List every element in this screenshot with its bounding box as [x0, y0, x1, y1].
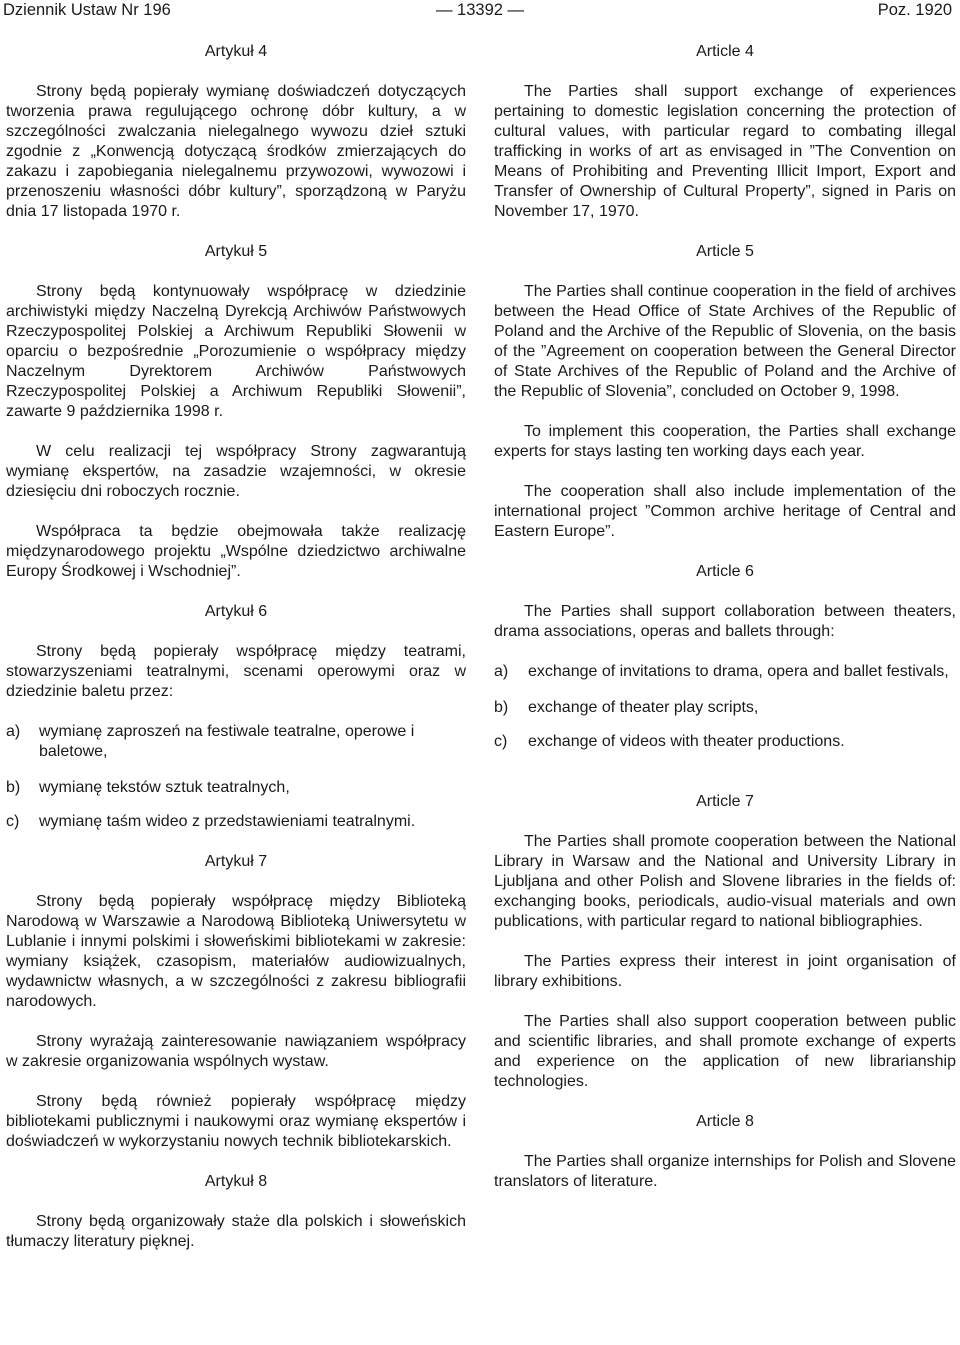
article-4-heading: Artykuł 4 [204, 43, 268, 60]
article-4-paragraph: Strony będą popierały wymianę doświadczeń dotyczących tworzenia prawa regulującego ochronę dóbr kultury, a w szczególności zwalczania nielegalnego wywozu dzieł sztuki zgodnie z „Konwencją dotyczącą środków zmierzających do zakazu i zapobiegania nielegalnemu przywozowi, wywozowi i przenoszeniu własności dóbr kultury”, sporządzoną w Paryżu dnia 17 listopada 1970 r. [6, 83, 466, 220]
article-5-heading: Artykuł 5 [204, 243, 268, 260]
journal-title: Dziennik Ustaw Nr 196 [3, 1, 171, 19]
list-item-c [494, 732, 956, 752]
list-item-text: exchange of theater play scripts, [528, 699, 759, 716]
list-item-text: wymianę zaproszeń na festiwale teatralne, operowe i baletowe, [39, 723, 415, 760]
english-column [494, 42, 956, 1192]
article-6-heading: Artykuł 6 [204, 603, 268, 620]
article-4-heading: Article 4 [696, 43, 754, 60]
article-7-heading: Artykuł 7 [204, 853, 268, 870]
article-6-paragraph: The Parties shall support collaboration between theaters, drama associations, operas and ballets through: [494, 603, 956, 640]
list-item-b [6, 778, 466, 798]
article-7-paragraph-3: Strony będą również popierały współpracę między bibliotekami publicznymi i naukowymi oraz wymianę ekspertów i doświadczeń w wykorzystaniu nowych technik bibliotekarskich. [6, 1093, 466, 1150]
article-8-paragraph: Strony będą organizowały staże dla polskich i słoweńskich tłumaczy literatury pięknej. [6, 1213, 466, 1250]
list-item-text: exchange of videos with theater productions. [528, 733, 845, 750]
list-item-b [494, 698, 956, 718]
list-item-c [6, 812, 466, 832]
article-7-paragraph-3: The Parties shall also support cooperation between public and scientific libraries, and shall promote exchange of experts and experience on the application of new librarianship technologies. [494, 1013, 956, 1090]
list-marker: c) [6, 813, 20, 830]
list-marker: b) [494, 699, 509, 716]
list-item-text: exchange of invitations to drama, opera and ballet festivals, [528, 663, 949, 680]
article-5-paragraph-2: To implement this cooperation, the Parties shall exchange experts for stays lasting ten working days each year. [494, 423, 956, 460]
article-8-paragraph: The Parties shall organize internships for Polish and Slovene translators of literature. [494, 1153, 956, 1190]
list-item-text: wymianę taśm wideo z przedstawieniami teatralnymi. [39, 813, 416, 830]
article-5-paragraph-2: W celu realizacji tej współpracy Strony zagwarantują wymianę ekspertów, na zasadzie wzajemności, w okresie dziesięciu dni roboczych rocznie. [6, 443, 466, 500]
list-item-a [6, 722, 466, 762]
article-5-paragraph-3: Współpraca ta będzie obejmowała także realizację międzynarodowego projektu „Wspólne dziedzictwo archiwalne Europy Środkowej i Wschodniej”. [6, 523, 466, 580]
list-marker: a) [494, 663, 509, 680]
article-7-paragraph-1: The Parties shall promote cooperation between the National Library in Warsaw and the National and University Library in Ljubljana and other Polish and Slovene libraries in the fields of: exchanging books, periodicals, audio-visual materials and own publications, with particular regard to national bibliographies. [494, 833, 956, 930]
article-7-paragraph-2: The Parties express their interest in joint organisation of library exhibitions. [494, 953, 956, 990]
article-8-heading: Artykuł 8 [204, 1173, 268, 1190]
page-number: — 13392 — [435, 1, 525, 19]
list-marker: c) [494, 733, 508, 750]
article-5-paragraph-1: The Parties shall continue cooperation in the field of archives between the Head Office of State Archives of the Republic of Poland and the Archive of the Republic of Slovenia, on the basis of the ”Agreement on cooperation between the General Director of State Archives of the Republic of Poland and the Archive of the Republic of Slovenia”, concluded on October 9, 1998. [494, 283, 956, 400]
list-marker: b) [6, 779, 21, 796]
article-7-paragraph-2: Strony wyrażają zainteresowanie nawiązaniem współpracy w zakresie organizowania wspólnych wystaw. [6, 1033, 466, 1070]
article-7-heading: Article 7 [696, 793, 754, 810]
article-5-paragraph-1: Strony będą kontynuowały współpracę w dziedzinie archiwistyki między Naczelną Dyrekcją Archiwów Państwowych Rzeczypospolitej Polskiej a Archiwum Republiki Słowenii w oparciu o bezpośrednie „Porozumienie o współpracy między Naczelnym Dyrektorem Archiwów Państwowych Rzeczypospolitej Polskiej a Archiwum Republiki Słowenii”, zawarte 9 października 1998 r. [6, 283, 466, 420]
article-6-paragraph: Strony będą popierały współpracę między teatrami, stowarzyszeniami teatralnymi, scenami operowymi oraz w dziedzinie baletu przez: [6, 643, 466, 700]
polish-column [6, 42, 466, 1252]
article-8-heading: Article 8 [696, 1113, 754, 1130]
article-5-heading: Article 5 [696, 243, 754, 260]
article-6-heading: Article 6 [696, 563, 754, 580]
list-marker: a) [6, 723, 21, 740]
position-number: Poz. 1920 [877, 1, 952, 19]
page-header [0, 0, 960, 22]
article-5-paragraph-3: The cooperation shall also include implementation of the international project ”Common archive heritage of Central and Eastern Europe”. [494, 483, 956, 540]
article-4-paragraph: The Parties shall support exchange of experiences pertaining to domestic legislation concerning the protection of cultural values, with particular regard to combating illegal trafficking in works of art as envisaged in ”The Convention on Means of Prohibiting and Preventing Illicit Import, Export and Transfer of Ownership of Cultural Property”, signed in Paris on November 17, 1970. [494, 83, 956, 220]
article-7-paragraph-1: Strony będą popierały współpracę między Biblioteką Narodową w Warszawie a Narodową Biblioteką Uniwersytetu w Lublanie i innymi polskimi i słoweńskimi bibliotekami w zakresie: wymiany książek, czasopism, materiałów audiowizualnych, wydawnictw własnych, a w szczególności z zakresu bibliografii narodowych. [6, 893, 466, 1010]
list-item-text: wymianę tekstów sztuk teatralnych, [39, 779, 290, 796]
list-item-a [494, 662, 956, 682]
